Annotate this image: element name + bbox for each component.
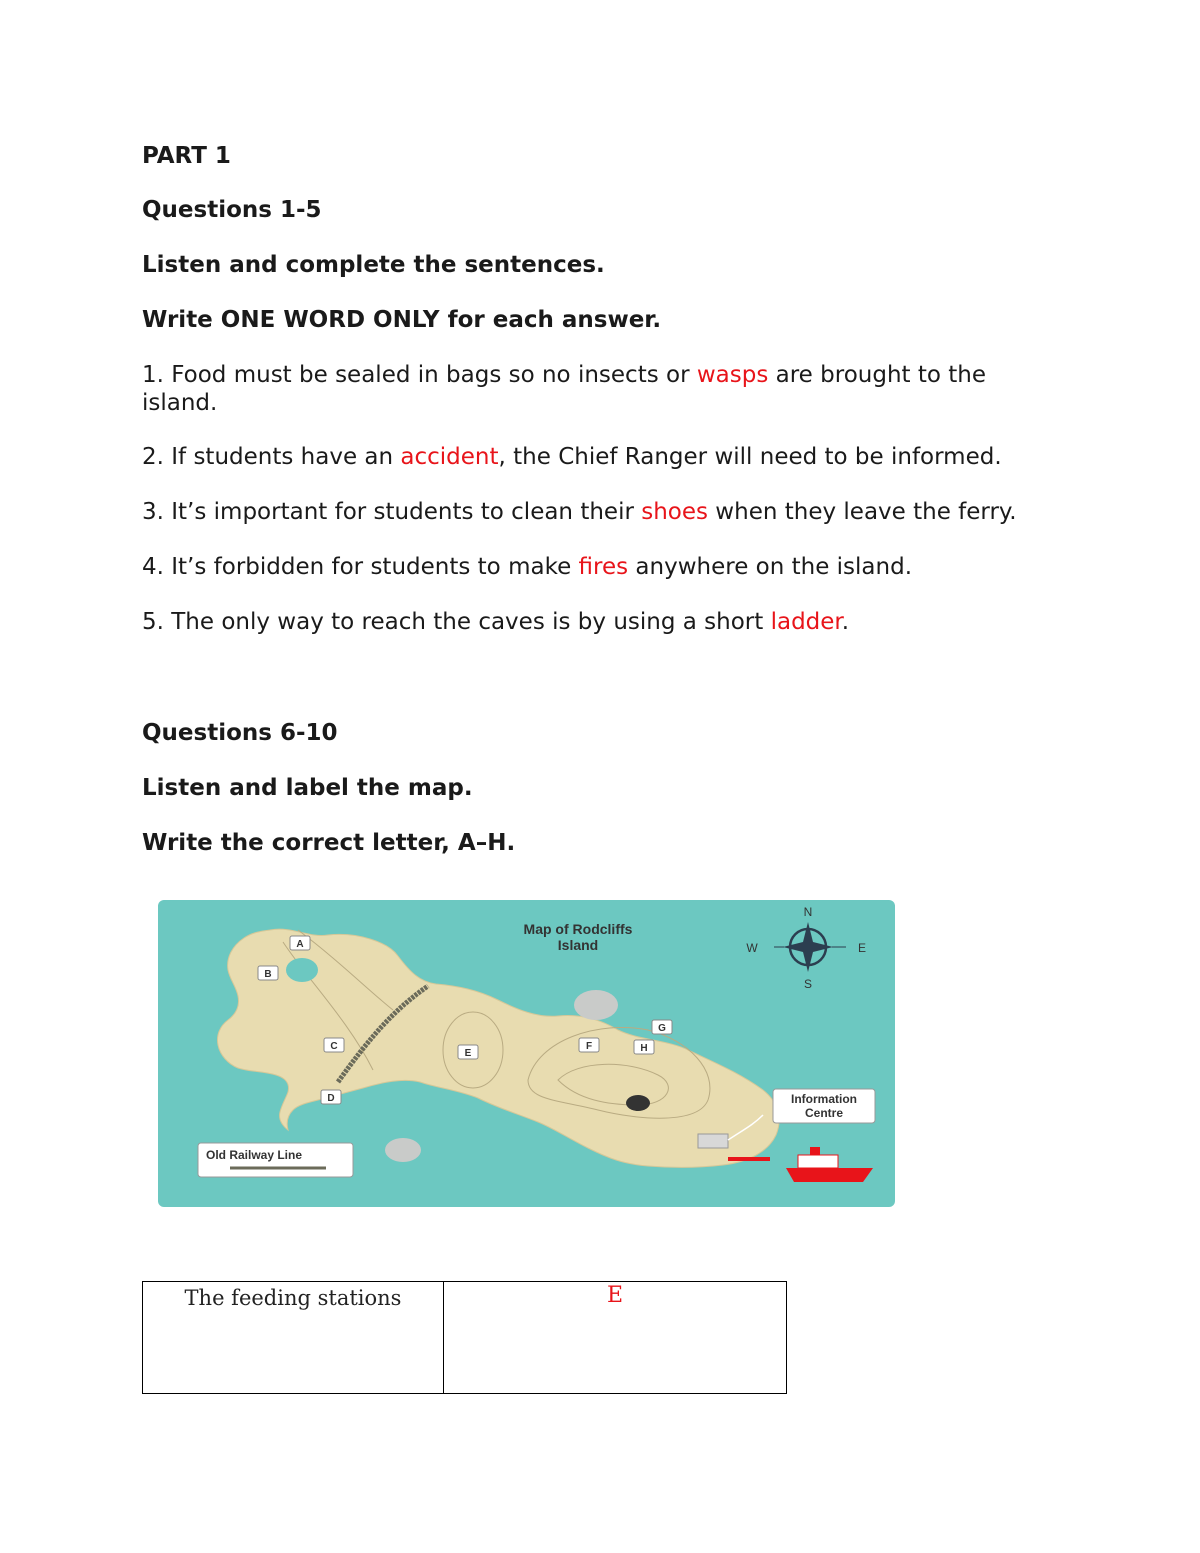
question-5-text: 5. The only way to reach the caves is by using a short — [142, 609, 771, 635]
question-3-text-end: when they leave the ferry. — [708, 499, 1017, 525]
question-3 — [142, 498, 1017, 526]
legend-label: Old Railway Line — [206, 1148, 303, 1162]
rock-north — [574, 990, 618, 1020]
table-label-cell: The feeding stations — [143, 1282, 444, 1394]
map-title-line-1: Map of Rodcliffs — [523, 921, 633, 937]
map-title-line-2: Island — [557, 937, 599, 953]
questions-1-5-heading: Questions 1-5 — [142, 197, 322, 223]
marker-h: H — [640, 1043, 648, 1054]
cave-icon — [626, 1095, 650, 1111]
part-heading: PART 1 — [142, 143, 231, 169]
instruction-correct-letter: Write the correct letter, A–H. — [142, 830, 516, 856]
marker-c: C — [330, 1041, 338, 1052]
question-4-text-end: anywhere on the island. — [628, 554, 913, 580]
question-5 — [142, 608, 849, 636]
table-answer-cell: E — [444, 1282, 787, 1394]
rock-south — [385, 1138, 421, 1162]
question-4-answer: fires — [578, 554, 629, 580]
question-4-text: 4. It’s forbidden for students to make — [142, 554, 579, 580]
question-5-text-end: . — [841, 609, 850, 635]
lake — [286, 958, 318, 982]
question-4 — [142, 553, 912, 581]
question-3-answer: shoes — [641, 499, 708, 525]
question-2-text-end: , the Chief Ranger will need to be informed. — [498, 444, 1002, 470]
question-2-text: 2. If students have an — [142, 444, 401, 470]
info-centre-line-2: Centre — [804, 1106, 844, 1120]
question-1-text-end: are brought to the island. — [142, 362, 986, 416]
marker-e: E — [464, 1048, 472, 1059]
instruction-label-map: Listen and label the map. — [142, 775, 473, 801]
question-2-answer: accident — [400, 444, 499, 470]
marker-a: A — [296, 939, 304, 950]
instruction-one-word: Write ONE WORD ONLY for each answer. — [142, 307, 662, 333]
questions-6-10-heading: Questions 6-10 — [142, 720, 338, 746]
info-centre-line-1: Information — [791, 1092, 857, 1106]
question-5-answer: ladder — [770, 609, 842, 635]
answer-table — [142, 1281, 787, 1394]
question-1 — [142, 361, 1042, 417]
compass-s: S — [803, 977, 813, 991]
compass-e: E — [857, 941, 867, 955]
question-3-text: 3. It’s important for students to clean their — [142, 499, 642, 525]
compass-n: N — [803, 905, 813, 919]
island-map — [158, 900, 895, 1207]
marker-f: F — [585, 1041, 593, 1052]
marker-b: B — [264, 969, 272, 980]
question-1-text: 1. Food must be sealed in bags so no insects or — [142, 362, 697, 388]
question-1-answer: wasps — [696, 362, 769, 388]
marker-g: G — [658, 1023, 666, 1034]
compass-w: W — [746, 941, 758, 955]
instruction-complete: Listen and complete the sentences. — [142, 252, 605, 278]
marker-d: D — [327, 1093, 335, 1104]
table-row — [143, 1282, 787, 1394]
question-2 — [142, 443, 1002, 471]
pier-icon — [728, 1157, 770, 1161]
building-icon — [698, 1134, 728, 1148]
